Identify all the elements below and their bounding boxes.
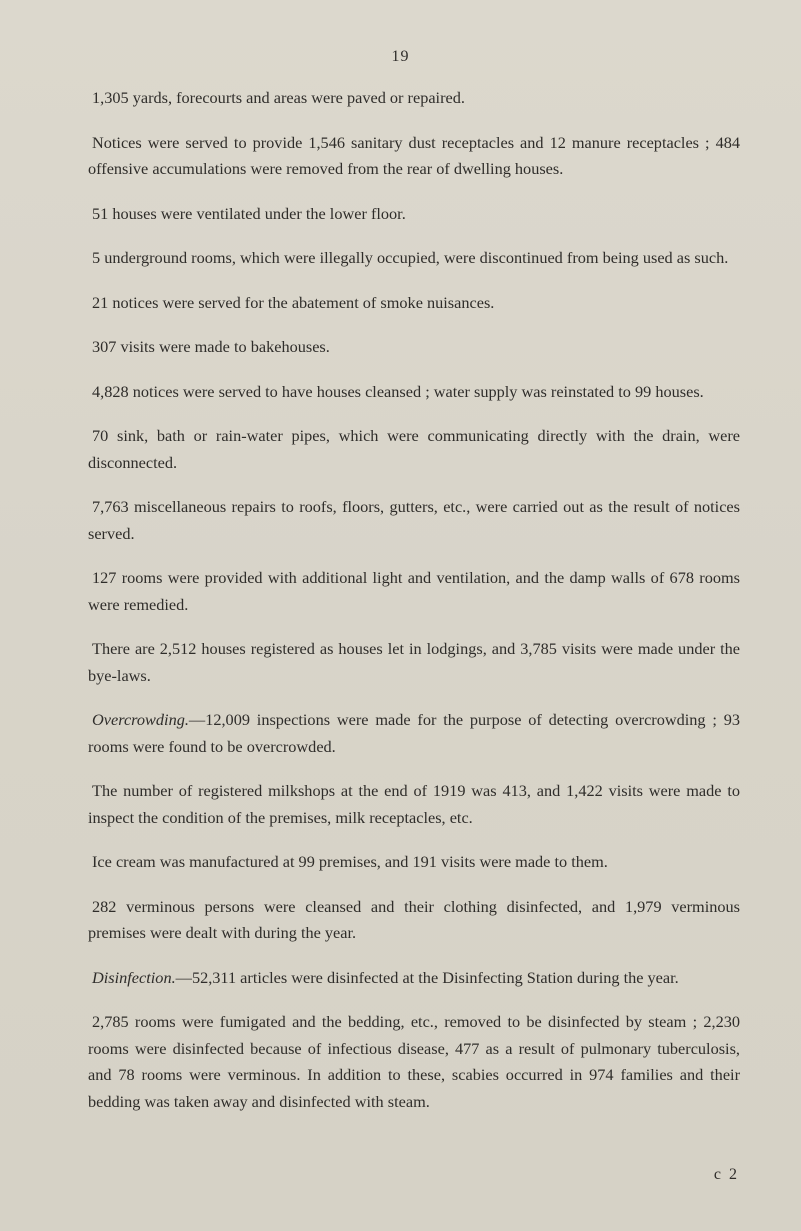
paragraph-text: 282 verminous persons were cleansed and their clothing disinfected, and 1,979 verminous premises were dealt with during the year. — [88, 896, 740, 942]
paragraph-text: 1,305 yards, forecourts and areas were paved or repaired. — [92, 88, 465, 107]
paragraph-text: 70 sink, bath or rain-water pipes, which were communicating directly with the drain, were disconnected. — [88, 426, 740, 472]
paragraph — [88, 565, 740, 618]
paragraph-lead: Disinfection. — [92, 967, 176, 987]
paragraph-text: The number of registered milkshops at the end of 1919 was 413, and 1,422 visits were made to inspect the condition of the premises, milk receptacles, etc. — [88, 781, 740, 827]
paragraph — [88, 379, 740, 406]
paragraph-text: 2,785 rooms were fumigated and the bedding, etc., removed to be disinfected by steam ; 2,230 rooms were disinfected because of infectious disease, 477 as a result of pulmonary tuberculosis, and 78 rooms were verminous. In addition to these, scabies occurred in 974 families and their bedding was taken away and disinfected with steam. — [88, 1012, 740, 1111]
paragraph-text: Notices were served to provide 1,546 sanitary dust receptacles and 12 manure receptacles ; 484 offensive accumulations were removed from the rear of dwelling houses. — [88, 132, 740, 178]
paragraph — [88, 201, 740, 228]
paragraph-text: —52,311 articles were disinfected at the Disinfecting Station during the year. — [175, 967, 679, 987]
paragraph-overcrowding — [88, 707, 740, 760]
signature-mark: c 2 — [713, 1166, 739, 1183]
paragraph — [88, 245, 740, 272]
paragraph-text: Ice cream was manufactured at 99 premises, and 191 visits were made to them. — [92, 852, 608, 871]
paragraph — [88, 334, 740, 361]
paragraph — [88, 1009, 740, 1115]
paragraph-text: 7,763 miscellaneous repairs to roofs, floors, gutters, etc., were carried out as the result of notices served. — [88, 497, 740, 543]
body-text — [88, 85, 740, 1133]
paragraph — [88, 423, 740, 476]
paragraph-text: —12,009 inspections were made for the purpose of detecting overcrowding ; 93 rooms were found to be overcrowded. — [88, 710, 740, 756]
paragraph-lead: Overcrowding. — [92, 710, 189, 729]
paragraph — [88, 778, 740, 831]
paragraph-text: There are 2,512 houses registered as houses let in lodgings, and 3,785 visits were made under the bye-laws. — [88, 639, 740, 685]
paragraph — [88, 85, 740, 112]
paragraph-disinfection — [88, 965, 740, 992]
paragraph — [88, 894, 740, 947]
paragraph — [88, 849, 740, 876]
paragraph — [88, 494, 740, 547]
paragraph — [88, 636, 740, 689]
page-number: 19 — [391, 48, 410, 65]
paragraph — [88, 290, 740, 317]
paragraph-text: 5 underground rooms, which were illegally occupied, were discontinued from being used as such. — [92, 248, 729, 267]
paragraph-text: 307 visits were made to bakehouses. — [92, 337, 330, 356]
paragraph — [88, 130, 740, 183]
paragraph-text: 51 houses were ventilated under the lower floor. — [92, 203, 406, 223]
paragraph-text: 127 rooms were provided with additional light and ventilation, and the damp walls of 678 rooms were remedied. — [88, 568, 740, 614]
paragraph-text: 4,828 notices were served to have houses cleansed ; water supply was reinstated to 99 houses. — [92, 381, 704, 401]
paragraph-text: 21 notices were served for the abatement of smoke nuisances. — [92, 292, 495, 312]
